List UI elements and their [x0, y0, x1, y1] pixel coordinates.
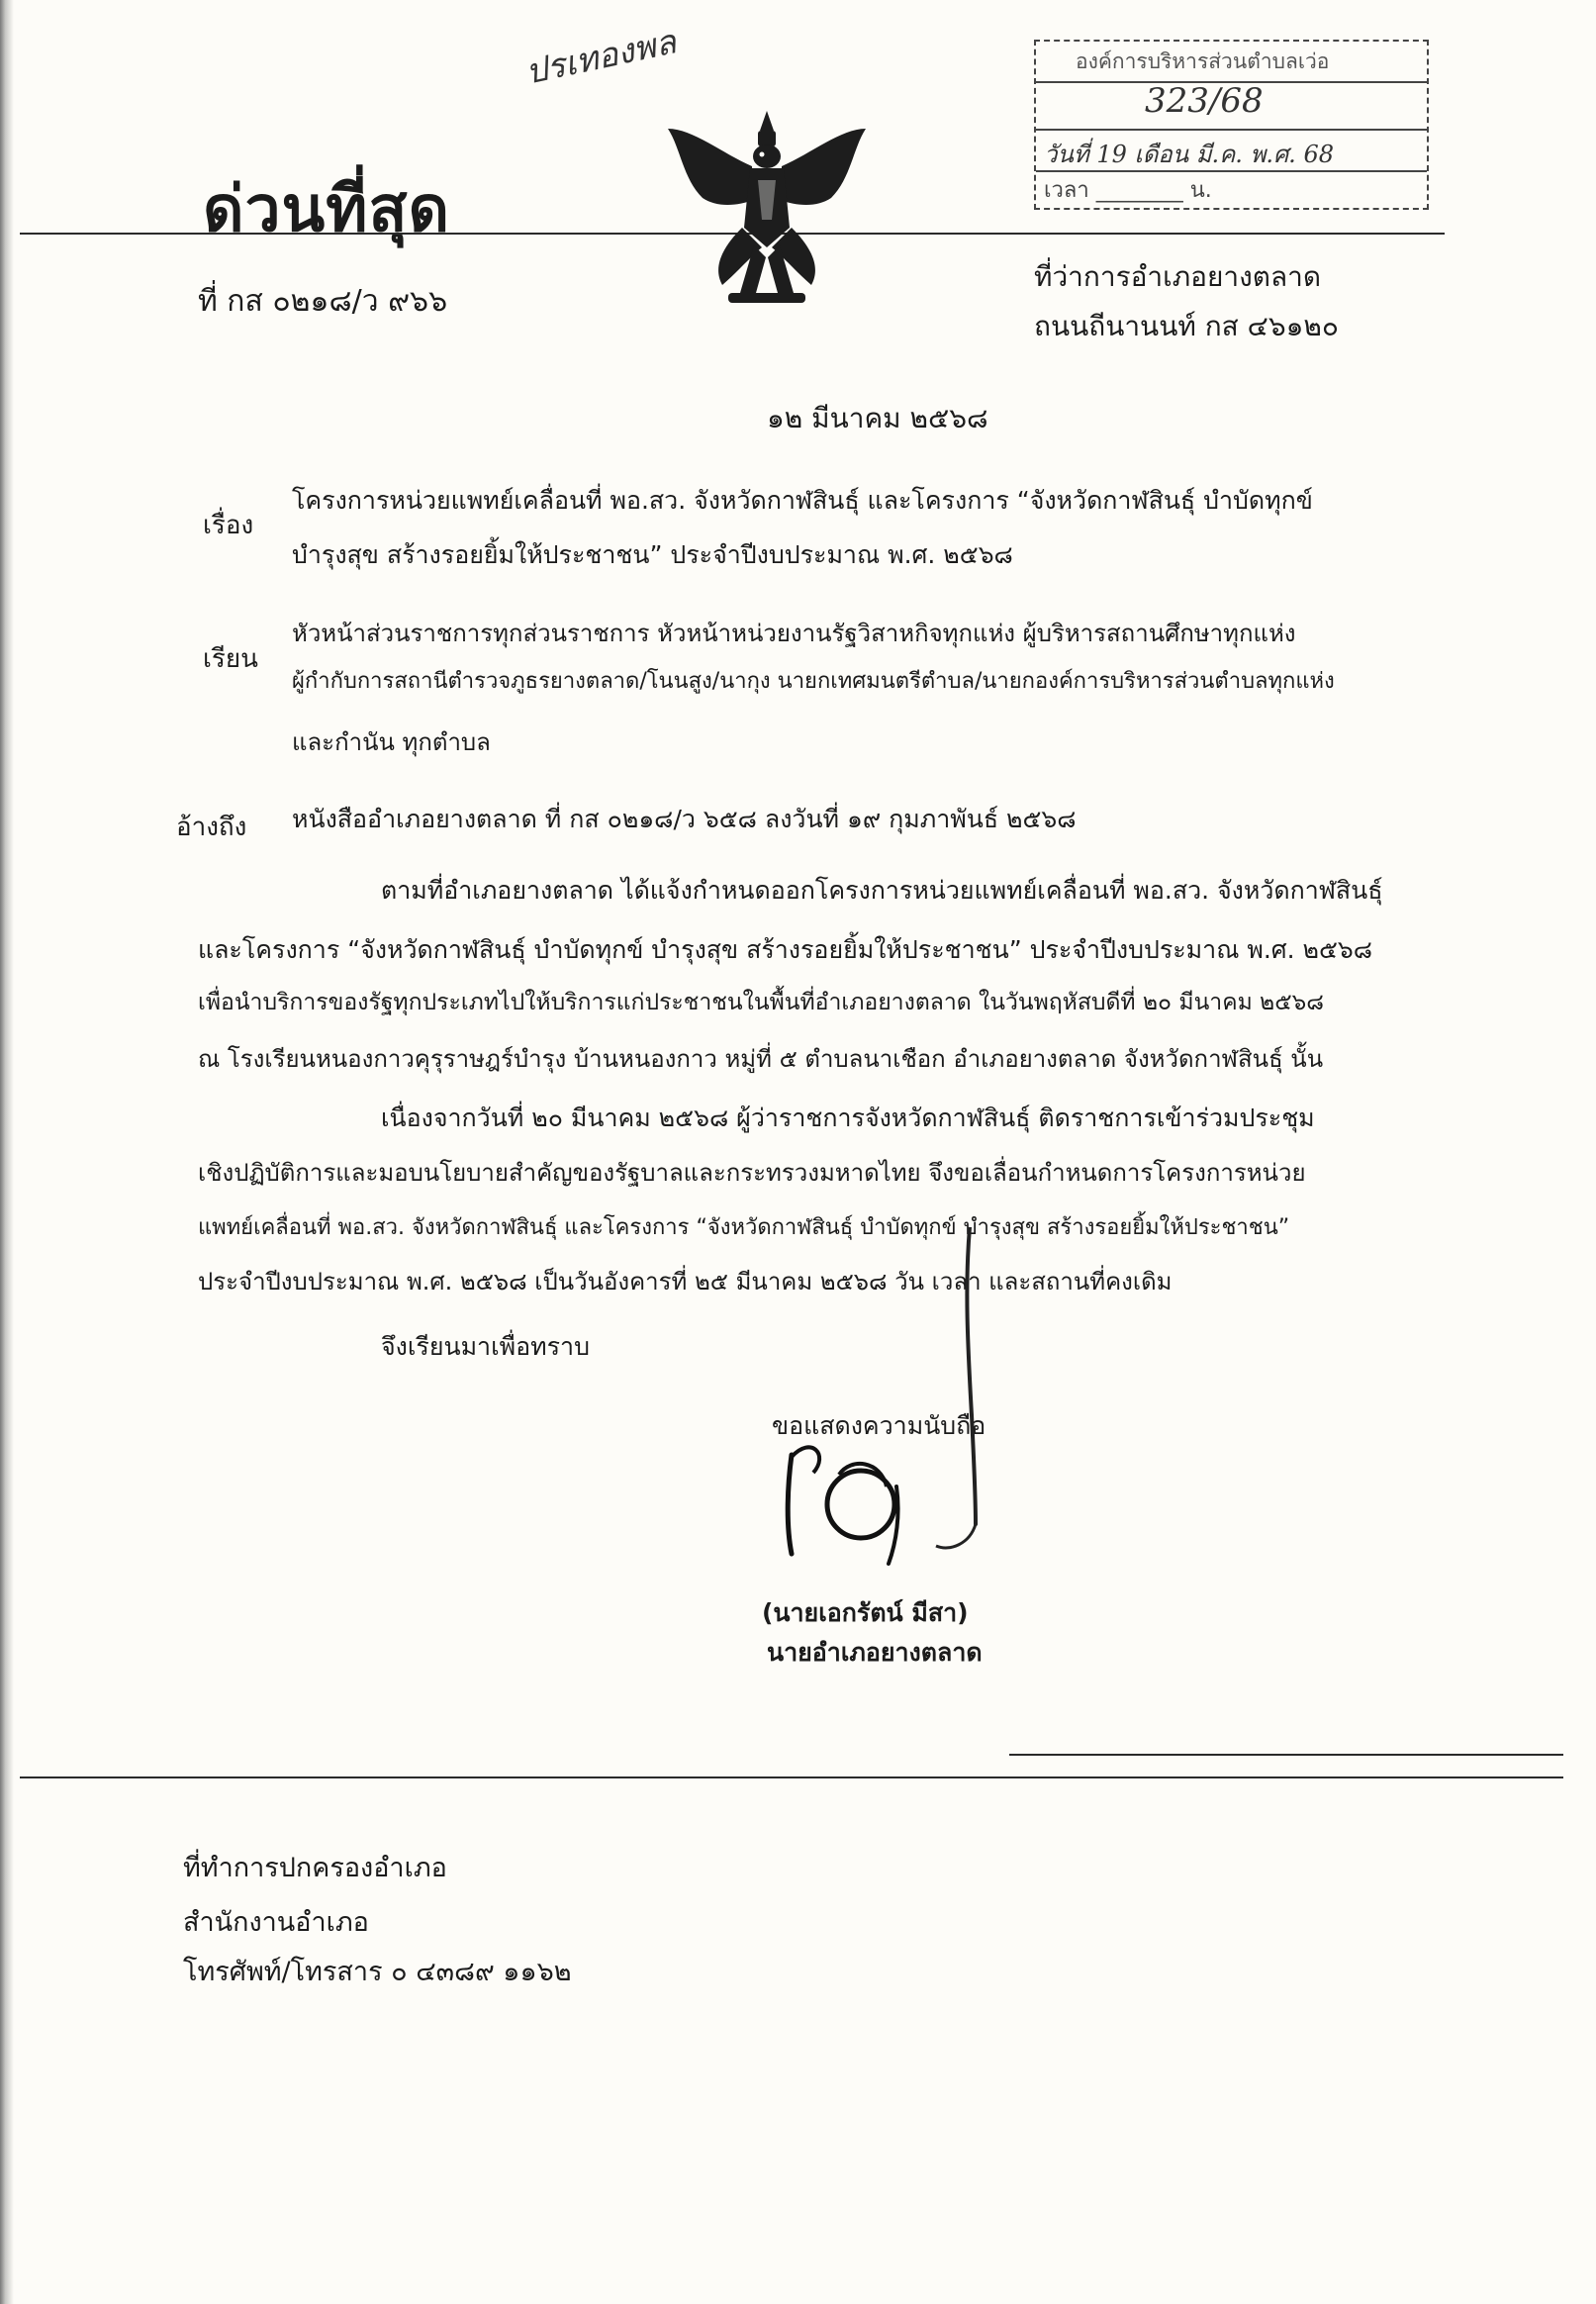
closing-line: จึงเรียนมาเพื่อทราบ: [381, 1332, 590, 1361]
paragraph2-line3: แพทย์เคลื่อนที่ พอ.สว. จังหวัดกาฬสินธุ์ และโครงการ “จังหวัดกาฬสินธุ์ บำบัดทุกข์ บำรุงสุข สร้างรอยยิ้มให้ประชาชน”: [198, 1215, 1290, 1240]
urgency-heading: ด่วนที่สุด: [203, 173, 451, 246]
to-line2: ผู้กำกับการสถานีตำรวจภูธรยางตลาด/โนนสูง/นากุง นายกเทศมนตรีตำบล/นายกองค์การบริหารส่วนตำบลทุกแห่ง: [292, 669, 1335, 694]
garuda-emblem-icon: [663, 109, 871, 307]
stamp-org: องค์การบริหารส่วนตำบลเว่อ: [1076, 49, 1330, 73]
paragraph1-line4: ณ โรงเรียนหนองกาวคุรุราษฎร์บำรุง บ้านหนองกาว หมู่ที่ ๕ ตำบลนาเชือก อำเภอยางตลาด จังหวัดกาฬสินธุ์ นั้น: [198, 1045, 1324, 1073]
regards: ขอแสดงความนับถือ: [772, 1411, 986, 1440]
handwritten-note: ปรเทองพล: [521, 22, 680, 93]
signature-mark: [752, 1227, 999, 1584]
footer-rule-lower: [20, 1776, 1563, 1778]
to-line3: และกำนัน ทุกตำบล: [292, 728, 491, 756]
paragraph1-line1: ตามที่อำเภอยางตลาด ได้แจ้งกำหนดออกโครงการหน่วยแพทย์เคลื่อนที่ พอ.สว. จังหวัดกาฬสินธุ์: [381, 876, 1383, 905]
to-label: เรียน: [203, 644, 258, 674]
stamp-time: เวลา ________ น.: [1044, 178, 1212, 203]
stamp-date: วันที่ 19 เดือน มี.ค. พ.ศ. 68: [1044, 141, 1334, 168]
paragraph2-line4: ประจำปีงบประมาณ พ.ศ. ๒๕๖๘ เป็นวันอังคารที่ ๒๕ มีนาคม ๒๕๖๘ วัน เวลา และสถานที่คงเดิม: [198, 1268, 1173, 1296]
subject-line2: บำรุงสุข สร้างรอยยิ้มให้ประชาชน” ประจำปีงบประมาณ พ.ศ. ๒๕๖๘: [292, 540, 1013, 569]
footer-line3: โทรศัพท์/โทรสาร ๐ ๔๓๘๙ ๑๑๖๒: [183, 1957, 572, 1987]
paragraph2-line2: เชิงปฏิบัติการและมอบนโยบายสำคัญของรัฐบาลและกระทรวงมหาดไทย จึงขอเลื่อนกำหนดการโครงการหน่วย: [198, 1159, 1306, 1187]
subject-line1: โครงการหน่วยแพทย์เคลื่อนที่ พอ.สว. จังหวัดกาฬสินธุ์ และโครงการ “จังหวัดกาฬสินธุ์ บำบัดทุกข์: [292, 486, 1313, 515]
document-number: ที่ กส ๐๒๑๘/ว ๙๖๖: [198, 284, 448, 319]
paragraph1-line2: และโครงการ “จังหวัดกาฬสินธุ์ บำบัดทุกข์ บำรุงสุข สร้างรอยยิ้มให้ประชาชน” ประจำปีงบประมาณ พ.ศ. ๒๕๖๘: [198, 935, 1373, 964]
to-line1: หัวหน้าส่วนราชการทุกส่วนราชการ หัวหน้าหน่วยงานรัฐวิสาหกิจทุกแห่ง ผู้บริหารสถานศึกษาทุกแห่ง: [292, 620, 1296, 647]
footer-line1: ที่ทำการปกครองอำเภอ: [183, 1853, 447, 1883]
signer-title: นายอำเภอยางตลาด: [767, 1638, 983, 1667]
signer-name: (นายเอกรัตน์ มีสา): [762, 1598, 969, 1627]
document-date: ๑๒ มีนาคม ๒๕๖๘: [767, 402, 988, 434]
scan-edge-shadow: [0, 0, 14, 2304]
office-address-line1: ที่ว่าการอำเภอยางตลาด: [1034, 260, 1322, 293]
footer-line2: สำนักงานอำเภอ: [183, 1907, 369, 1938]
paragraph2-line1: เนื่องจากวันที่ ๒๐ มีนาคม ๒๕๖๘ ผู้ว่าราชการจังหวัดกาฬสินธุ์ ติดราชการเข้าร่วมประชุม: [381, 1104, 1315, 1132]
office-address-line2: ถนนถีนานนท์ กส ๔๖๑๒๐: [1034, 310, 1339, 342]
stamp-number: 323/68: [1145, 81, 1264, 121]
subject-label: เรื่อง: [203, 511, 254, 540]
reference-label: อ้างถึง: [176, 813, 247, 842]
reference-text: หนังสืออำเภอยางตลาด ที่ กส ๐๒๑๘/ว ๖๕๘ ลงวันที่ ๑๙ กุมภาพันธ์ ๒๕๖๘: [292, 805, 1077, 833]
footer-rule-upper: [1009, 1754, 1563, 1756]
receipt-stamp: [1034, 40, 1429, 210]
paragraph1-line3: เพื่อนำบริการของรัฐทุกประเภทไปให้บริการแก่ประชาชนในพื้นที่อำเภอยางตลาด ในวันพฤหัสบดีที่ ๒๐ มีนาคม ๒๕๖๘: [198, 990, 1324, 1015]
